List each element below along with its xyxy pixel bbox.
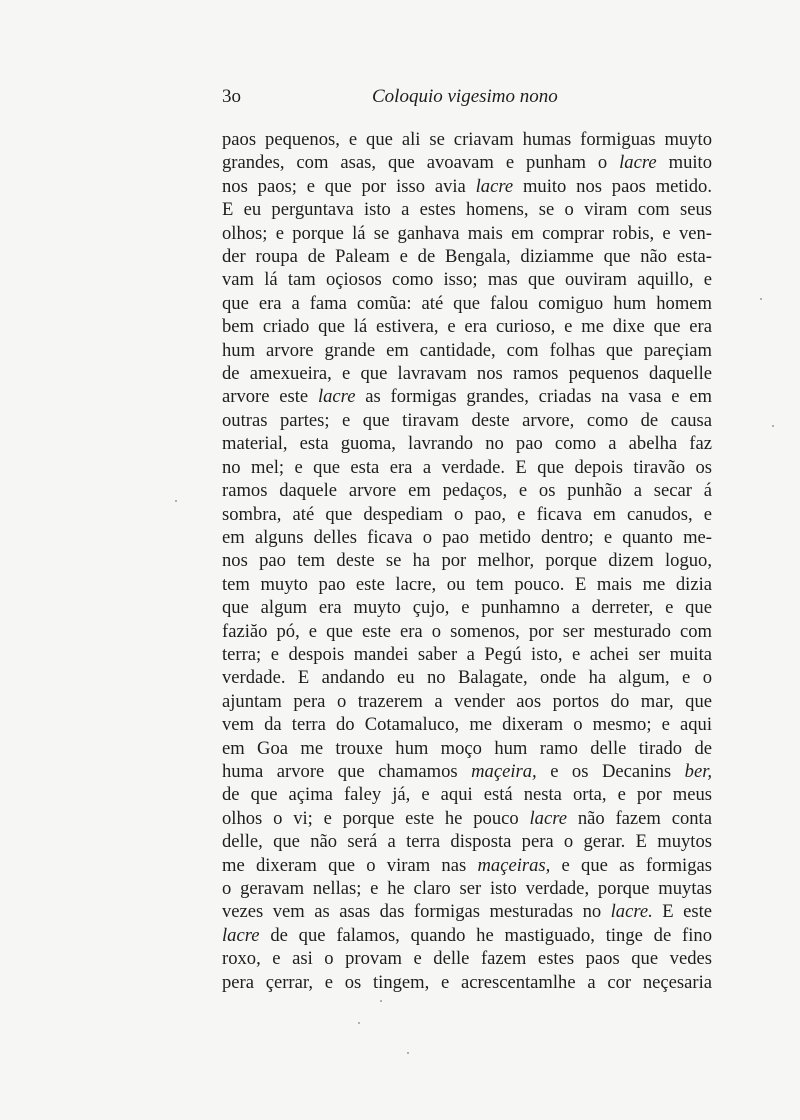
body-text <box>222 128 712 994</box>
text-segment: vem da terra do Cotamaluco, me dixeram o mesmo; e aqui <box>222 714 712 736</box>
text-segment: olhos o vi; e porque este he pouco <box>222 807 530 829</box>
text-segment: tem muyto pao este lacre, ou tem pouco. E mais me dizia <box>222 573 712 595</box>
text-segment: as formigas grandes, criadas na vasa e em <box>355 386 713 408</box>
text-segment: der roupa de Paleam e de Bengala, diziamme que não esta- <box>222 246 712 268</box>
text-segment: ajuntam pera o trazerem a vender aos portos do mar, que <box>222 690 712 712</box>
text-segment: bem criado que lá estivera, e era curioso, e me dixe que era <box>222 316 712 338</box>
paper-speck <box>175 500 177 502</box>
text-segment: me dixeram que o viram nas <box>222 854 478 876</box>
text-line <box>222 760 712 783</box>
text-segment: em Goa me trouxe hum moço hum ramo delle tirado de <box>222 737 712 759</box>
text-line <box>222 128 712 151</box>
text-line <box>222 690 712 713</box>
running-head <box>222 86 712 114</box>
italic-term: lacre. <box>610 901 653 923</box>
text-segment: de que açima faley já, e aqui está nesta orta, e por meus <box>222 784 712 806</box>
text-line <box>222 737 712 760</box>
text-line <box>222 947 712 970</box>
text-segment: vezes vem as asas das formigas mesturadas no <box>222 901 611 923</box>
paper-speck <box>358 1022 360 1024</box>
text-segment: vam lá tam oçiosos como isso; mas que ouviram aquillo, e <box>222 269 712 291</box>
text-line <box>222 830 712 853</box>
text-line <box>222 783 712 806</box>
text-segment: delle, que não será a terra disposta pera o gerar. E muytos <box>222 831 712 853</box>
text-line <box>222 549 712 572</box>
text-segment: muito <box>656 152 712 174</box>
text-line <box>222 456 712 479</box>
page-number: 3o <box>222 86 241 107</box>
text-line <box>222 292 712 315</box>
text-segment: faziăo pó, e que este era o somenos, por ser mesturado com <box>222 620 712 642</box>
text-line <box>222 526 712 549</box>
italic-term: lacre <box>475 175 514 197</box>
text-segment: ramos daquele arvore em pedaços, e os punhão a secar á <box>222 480 712 502</box>
text-line <box>222 503 712 526</box>
text-segment: verdade. E andando eu no Balagate, onde ha algum, e o <box>222 667 712 689</box>
text-segment: e que as formigas <box>550 854 712 876</box>
text-segment: nos paos; e que por isso avia <box>222 175 476 197</box>
text-segment: pera çerrar, e os tingem, e acrescentamlhe a cor neçesaria <box>222 971 712 993</box>
text-line <box>222 900 712 923</box>
text-segment: olhos; e porque lá se ganhava mais em comprar robis, e ven- <box>222 222 712 244</box>
text-segment: outras partes; e que tiravam deste arvore, como de causa <box>222 409 712 431</box>
italic-term: lacre <box>619 152 657 174</box>
text-segment: grandes, com asas, que avoavam e punham o <box>222 152 620 174</box>
text-segment: E este <box>652 901 713 923</box>
text-segment: terra; e despois mandei saber a Pegú isto, e achei ser muita <box>222 643 712 665</box>
text-segment: em alguns delles ficava o pao metido dentro; e quanto me- <box>222 526 712 548</box>
italic-term: lacre <box>317 386 356 408</box>
running-title: Coloquio vigesimo nono <box>372 86 558 107</box>
text-line <box>222 924 712 947</box>
text-segment: que algum era muyto çujo, e punhamno a derreter, e que <box>222 597 712 619</box>
text-segment: e os Decanins <box>536 760 685 782</box>
text-segment: de que falamos, quando he mastiguado, tinge de fino <box>259 924 712 946</box>
text-line <box>222 807 712 830</box>
italic-term: lacre <box>529 807 568 829</box>
text-segment: de amexueira, e que lavravam nos ramos pequenos daquelle <box>222 363 712 385</box>
text-line <box>222 315 712 338</box>
text-segment: E eu perguntava isto a estes homens, se o viram com seus <box>222 199 712 221</box>
italic-term: maçeiras, <box>477 854 551 876</box>
paper-speck <box>407 1052 409 1054</box>
text-segment: sombra, até que despediam o pao, e ficava em canudos, e <box>222 503 712 525</box>
italic-term: ber, <box>684 760 713 782</box>
text-line <box>222 175 712 198</box>
paper-speck <box>772 425 774 427</box>
text-line <box>222 409 712 432</box>
text-line <box>222 339 712 362</box>
text-line <box>222 713 712 736</box>
text-segment: muito nos paos metido. <box>513 175 712 197</box>
text-segment: que era a fama comũa: até que falou comiguo hum homem <box>222 292 712 314</box>
text-line <box>222 362 712 385</box>
text-segment: material, esta guoma, lavrando no pao como a abelha faz <box>222 433 712 455</box>
text-line <box>222 643 712 666</box>
text-line <box>222 268 712 291</box>
text-line <box>222 385 712 408</box>
paper-speck <box>760 298 762 300</box>
text-segment: o geravam nellas; e he claro ser isto verdade, porque muytas <box>222 878 712 899</box>
text-line <box>222 854 712 877</box>
text-segment: hum arvore grande em cantidade, com folhas que pareçiam <box>222 339 712 361</box>
text-line <box>222 573 712 596</box>
text-segment: no mel; e que esta era a verdade. E que depois tiravão os <box>222 456 712 478</box>
text-line <box>222 971 712 994</box>
text-line <box>222 222 712 245</box>
text-line <box>222 479 712 502</box>
text-line <box>222 620 712 643</box>
paper-speck <box>380 1000 382 1002</box>
text-segment: roxo, e asi o provam e delle fazem estes paos que vedes <box>222 948 712 970</box>
italic-term: lacre <box>222 924 260 946</box>
text-line <box>222 666 712 689</box>
italic-term: maçeira, <box>471 760 537 782</box>
text-segment: não fazem conta <box>567 807 712 829</box>
text-line <box>222 245 712 268</box>
text-line <box>222 432 712 455</box>
text-segment: huma arvore que chamamos <box>222 760 472 782</box>
text-line <box>222 198 712 221</box>
text-segment: paos pequenos, e que ali se criavam humas formiguas muyto <box>222 129 712 150</box>
text-segment: nos pao tem deste se ha por melhor, porque dizem loguo, <box>222 550 712 572</box>
text-line <box>222 596 712 619</box>
text-line <box>222 877 712 900</box>
text-line <box>222 151 712 174</box>
text-segment: arvore este <box>222 386 318 408</box>
